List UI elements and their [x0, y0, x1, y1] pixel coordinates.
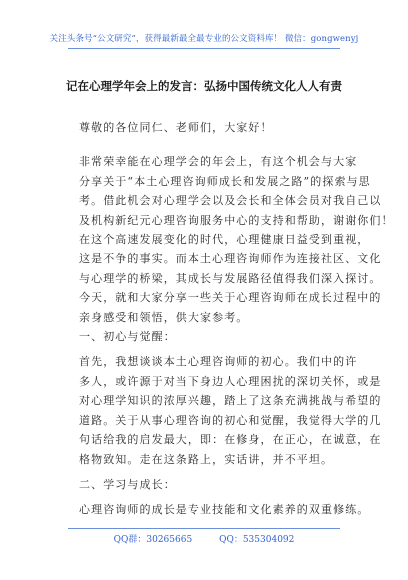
section-heading-2	[79, 475, 351, 494]
paragraph-growth	[79, 500, 370, 519]
paragraph-intro	[79, 152, 394, 230]
text-line: 心理咨询师的成长是专业技能和文化素养的双重修练。	[79, 503, 370, 517]
text-line: 非常荣幸能在心理学会的年会上，有这个机会与大家	[79, 155, 358, 169]
text-line: 句话给我的启发最大，即：在修身，在正心，在诚意，在	[79, 433, 382, 447]
greeting-line: 尊敬的各位同仁、老师们，大家好！	[79, 121, 273, 134]
section-heading: 二、学习与成长：	[79, 477, 176, 491]
document-body	[79, 118, 394, 520]
text-line: 分享关于“本土心理咨询师成长和发展之路”的探索与思	[79, 174, 371, 188]
greeting-paragraph	[79, 118, 351, 137]
text-line: 对心理学知识的浓厚兴趣，踏上了这条充满挑战与希望的	[79, 394, 382, 408]
footer-divider	[68, 528, 340, 529]
text-line: 及机构新纪元心理咨询服务中心的支持和帮助，谢谢你们！	[79, 213, 394, 227]
text-line: 亲身感受和领悟，供大家参考。	[79, 310, 249, 324]
text-line: 在这个高速发展变化的时代，心理健康日益受到重视，	[79, 233, 370, 247]
qq-contact-label: QQ：535304092	[219, 535, 295, 545]
text-line: 多人，或许源于对当下身边人心理困扰的深切关怀，或是	[79, 374, 382, 388]
text-line: 道路。关于从事心理咨询的初心和觉醒，我觉得大学的几	[79, 413, 382, 427]
text-line: 首先，我想谈谈本土心理咨询师的初心。我们中的许	[79, 355, 358, 369]
header-banner: 关注头条号“公文研究”，获得最新最全最专业的公文资料库！ 微信：gongwenyj	[49, 34, 359, 44]
paragraph-context	[79, 230, 382, 327]
footer-contact	[0, 532, 408, 545]
text-line: 与心理学的桥梁，其成长与发展路径值得我们深入探讨。	[79, 271, 382, 285]
text-line: 考。借此机会对心理学会以及会长和全体会员对我自己以	[79, 194, 382, 208]
paragraph-origin	[79, 352, 382, 468]
section-heading-1	[79, 327, 351, 346]
text-line: 今天，就和大家分享一些关于心理咨询师在成长过程中的	[79, 291, 382, 305]
text-line: 格物致知。走在这条路上，实话讲，并不平坦。	[79, 452, 334, 466]
header-divider	[68, 48, 340, 49]
qq-group-label: QQ群：30265665	[113, 535, 193, 545]
text-line: 这是不争的事实。而本土心理咨询师作为连接社区、文化	[79, 252, 382, 266]
section-heading: 一、初心与觉醒：	[79, 330, 176, 344]
document-title: 记在心理学年会上的发言：弘扬中国传统文化人人有责	[66, 79, 342, 93]
